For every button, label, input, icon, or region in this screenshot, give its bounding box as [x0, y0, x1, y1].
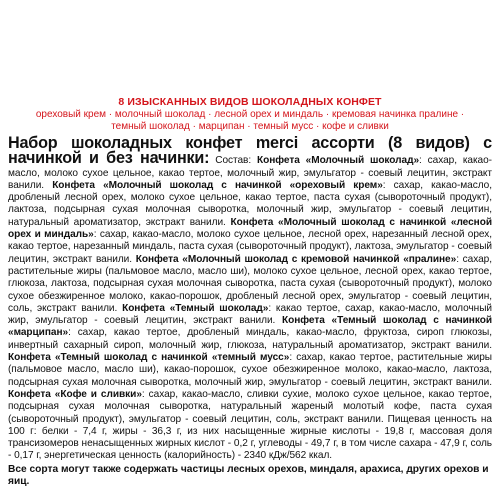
nutrition-facts: Пищевая ценность на 100 г: белки - 7,4 г, жиры - 36,3 г, из них насыщенные жирные кислоты - 19,8 г, массовая доля трансизомеров ненасыщенных жирных кислот - 0,2 г, углеводы - 49,7 г, в том числе сахара - 47,9 г, соль - 0,17 г, энергетическая ценность (калорийность) - 2340 кДж/562 ккал.	[8, 413, 492, 462]
product-ingredients: : сахар, какао-масло, молоко сухое цельное, лесной орех, нарезанный лесной орех, какао тертое, нарезанный миндаль, паста сухая (сывороточный продукт), лактоза, эмульгатор - соевый лецитин, экстракт ванили.	[8, 229, 492, 265]
label-header	[8, 96, 492, 133]
label-subtitle: 8 ИЗЫСКАННЫХ ВИДОВ ШОКОЛАДНЫХ КОНФЕТ	[118, 96, 382, 108]
varieties-line-2: темный шоколад · марципан · темный мусс · кофе и сливки	[111, 121, 389, 132]
product-ingredients: : сахар, какао тертое, дробленый миндаль, какао-масло, фруктоза, сироп глюкозы, инвертный сахарный сироп, молочный жир, глюкоза, натуральный ароматизатор, экстракт ванили.	[8, 327, 492, 351]
composition-text	[8, 134, 493, 463]
product-ingredients: : сахар, растительные жиры (пальмовое масло, масло ши), молоко сухое цельное, лесной орех, какао тертое, глюкоза, лактоза, подсырная сухая молочная сыворотка, паста сухая (сывороточный продукт), молоко сухое обезжиренное молоко, какао-порошок, дробленый лесной орех, эмульгатор - соевый лецитин, соль, экстракт ванили.	[8, 253, 492, 314]
product-ingredients: : какао тертое, сахар, какао-масло, молочный жир, эмульгатор - соевый лецитин, экстракт ванили.	[8, 302, 492, 327]
product-ingredients: : сахар, какао-масло, молоко сухое цельное, какао тертое, молочный жир, эмульгатор - соевый лецитин, экстракт ванили.	[8, 155, 492, 191]
product-ingredients: : сахар, какао тертое, растительные жиры (пальмовое масло, масло ши), какао-порошок, сухое обезжиренное молоко, какао-масло, лактоза, подсырная сухая молочная сыворотка, молочный жир, эмульгатор - соевый лецитин, экстракт ванили.	[8, 352, 492, 388]
product-name: Конфета «Темный шоколад с начинкой «темный мусс»	[8, 352, 290, 364]
varieties-line-1: ореховый крем · молочный шоколад · лесной орех и миндаль · кремовая начинка пралине ·	[35, 109, 465, 120]
label-title: Набор шоколадных конфет merci ассорти (8 видов) с начинкой и без начинки:	[8, 134, 492, 168]
allergen-note: Все сорта могут также содержать частицы лесных орехов, миндаля, арахиса, других орехов и яиц.	[8, 463, 489, 488]
product-ingredients: : сахар, какао-масло, сливки сухие, молоко сухое цельное, какао тертое, подсырная сухая молочная сыворотка, натуральный жареный молотый кофе, паста сухая (сывороточный продукт), эмульгатор - соевый лецитин, соль, экстракт ванили.	[8, 388, 493, 425]
composition-label: Состав:	[215, 155, 252, 167]
product-name: Конфета «Темный шоколад с начинкой «марципан»	[8, 315, 492, 339]
product-ingredients: : сахар, какао-масло, дробленый лесной орех, молоко сухое цельное, какао тертое, паста сухая (сывороточный продукт), лактоза, подсырная сухая молочная сыворотка, молочный жир, эмульгатор - соевый лецитин, натуральный ароматизатор, экстракт ванили.	[8, 179, 492, 228]
product-name: Конфета «Темный шоколад»	[122, 302, 269, 314]
product-name: Конфета «Молочный шоколад с кремовой начинкой «пралине»	[135, 253, 457, 265]
product-label	[8, 96, 492, 489]
product-name: Конфета «Молочный шоколад с начинкой «лесной орех и миндаль»	[8, 216, 492, 241]
product-name: Конфета «Молочный шоколад с начинкой «ореховый крем»	[52, 179, 383, 191]
product-name: Конфета «Молочный шоколад»	[256, 155, 420, 167]
product-name: Конфета «Кофе и сливки»	[8, 388, 142, 400]
